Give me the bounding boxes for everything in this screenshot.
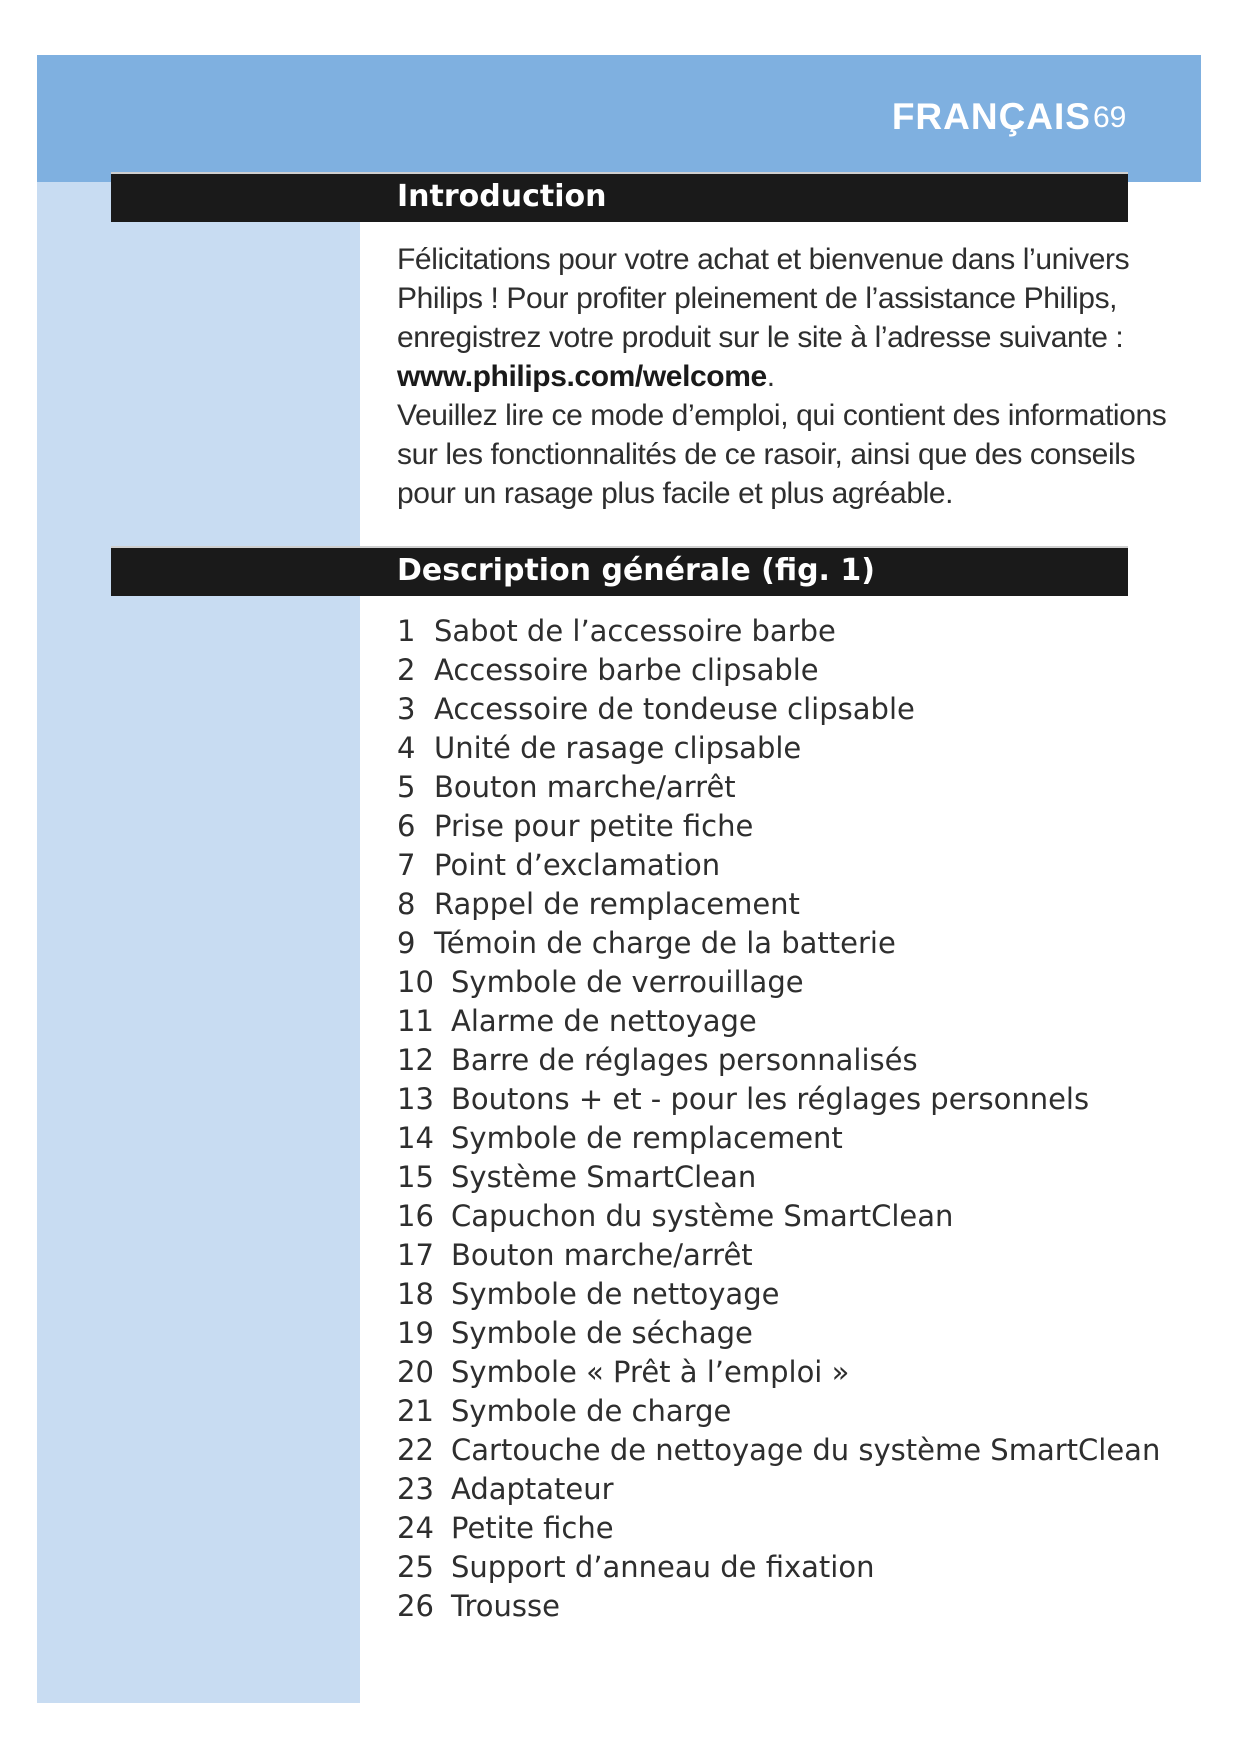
list-item (397, 1080, 1160, 1119)
introduction-heading-bar (111, 172, 1128, 222)
list-item-label: Témoin de charge de la batterie (434, 926, 896, 960)
list-item (397, 1509, 1160, 1548)
list-item-label: Symbole de verrouillage (451, 965, 804, 999)
list-item-number: 25 (397, 1550, 434, 1584)
list-item-number: 9 (397, 926, 416, 960)
side-column (37, 182, 360, 1703)
list-item-number: 24 (397, 1511, 434, 1545)
introduction-heading: Introduction (397, 179, 607, 214)
list-item (397, 924, 1160, 963)
list-item-label: Sabot de l’accessoire barbe (434, 614, 836, 648)
list-item (397, 1197, 1160, 1236)
list-item-label: Prise pour petite fiche (434, 809, 754, 843)
list-item-label: Bouton marche/arrêt (451, 1238, 753, 1272)
list-item-label: Système SmartClean (451, 1160, 757, 1194)
list-item (397, 1119, 1160, 1158)
list-item-number: 10 (397, 965, 434, 999)
list-item-label: Petite fiche (451, 1511, 614, 1545)
list-item-number: 26 (397, 1589, 434, 1623)
list-item-number: 8 (397, 887, 416, 921)
description-heading-bar (111, 546, 1128, 596)
list-item-number: 1 (397, 614, 416, 648)
list-item-label: Symbole de nettoyage (451, 1277, 780, 1311)
list-item-label: Point d’exclamation (434, 848, 721, 882)
list-item-number: 12 (397, 1043, 434, 1077)
list-item-number: 6 (397, 809, 416, 843)
list-item (397, 1275, 1160, 1314)
list-item (397, 1587, 1160, 1626)
list-item (397, 963, 1160, 1002)
list-item-number: 22 (397, 1433, 434, 1467)
list-item-label: Rappel de remplacement (434, 887, 800, 921)
list-item-label: Symbole de séchage (451, 1316, 753, 1350)
list-item-label: Barre de réglages personnalisés (451, 1043, 918, 1077)
description-heading: Description générale (fig. 1) (397, 553, 875, 588)
list-item-label: Symbole de remplacement (451, 1121, 843, 1155)
list-item (397, 1353, 1160, 1392)
list-item (397, 1158, 1160, 1197)
list-item (397, 1236, 1160, 1275)
list-item-label: Trousse (451, 1589, 560, 1623)
list-item-number: 23 (397, 1472, 434, 1506)
list-item (397, 1392, 1160, 1431)
list-item (397, 612, 1160, 651)
list-item-label: Boutons + et - pour les réglages personnels (451, 1082, 1090, 1116)
list-item-label: Accessoire de tondeuse clipsable (434, 692, 915, 726)
list-item-number: 5 (397, 770, 416, 804)
list-item (397, 729, 1160, 768)
list-item (397, 1002, 1160, 1041)
list-item (397, 1431, 1160, 1470)
page-number: 69 (1093, 101, 1127, 134)
list-item (397, 1470, 1160, 1509)
list-item-number: 3 (397, 692, 416, 726)
list-item-number: 19 (397, 1316, 434, 1350)
list-item (397, 1041, 1160, 1080)
list-item (397, 1314, 1160, 1353)
introduction-paragraph-1-text: Félicitations pour votre achat et bienvenue dans l’univers Philips ! Pour profiter pleinement de l’assistance Philips, enregistrez votre produit sur le site à l’adresse suivante : (397, 243, 1130, 354)
list-item-label: Accessoire barbe clipsable (434, 653, 819, 687)
list-item-label: Bouton marche/arrêt (434, 770, 736, 804)
list-item-number: 16 (397, 1199, 434, 1233)
list-item-label: Alarme de nettoyage (451, 1004, 757, 1038)
language-title: FRANÇAIS (891, 96, 1091, 137)
list-item-label: Capuchon du système SmartClean (451, 1199, 954, 1233)
parts-list (397, 612, 1160, 1626)
list-item-label: Unité de rasage clipsable (434, 731, 802, 765)
list-item (397, 768, 1160, 807)
welcome-url: www.philips.com/welcome (397, 360, 767, 393)
list-item-label: Adaptateur (451, 1472, 614, 1506)
introduction-paragraph-2: Veuillez lire ce mode d’emploi, qui contient des informations sur les fonctionnalités de ce rasoir, ainsi que des conseils pour un rasage plus facile et plus agréable. (397, 399, 1167, 510)
list-item-number: 2 (397, 653, 416, 687)
introduction-paragraph-1 (397, 240, 1187, 396)
list-item-number: 21 (397, 1394, 434, 1428)
list-item-number: 7 (397, 848, 416, 882)
list-item (397, 690, 1160, 729)
list-item-label: Support d’anneau de fixation (451, 1550, 875, 1584)
list-item-number: 11 (397, 1004, 434, 1038)
list-item (397, 1548, 1160, 1587)
list-item-number: 15 (397, 1160, 434, 1194)
list-item (397, 846, 1160, 885)
list-item (397, 885, 1160, 924)
list-item-number: 14 (397, 1121, 434, 1155)
introduction-text (397, 240, 1187, 513)
list-item (397, 807, 1160, 846)
list-item-number: 4 (397, 731, 416, 765)
list-item-number: 18 (397, 1277, 434, 1311)
introduction-paragraph-1-end: . (766, 360, 775, 393)
list-item-number: 20 (397, 1355, 434, 1389)
list-item-label: Symbole de charge (451, 1394, 732, 1428)
list-item-number: 13 (397, 1082, 434, 1116)
list-item-label: Cartouche de nettoyage du système SmartClean (451, 1433, 1161, 1467)
list-item-label: Symbole « Prêt à l’emploi » (451, 1355, 850, 1389)
list-item-number: 17 (397, 1238, 434, 1272)
list-item (397, 651, 1160, 690)
